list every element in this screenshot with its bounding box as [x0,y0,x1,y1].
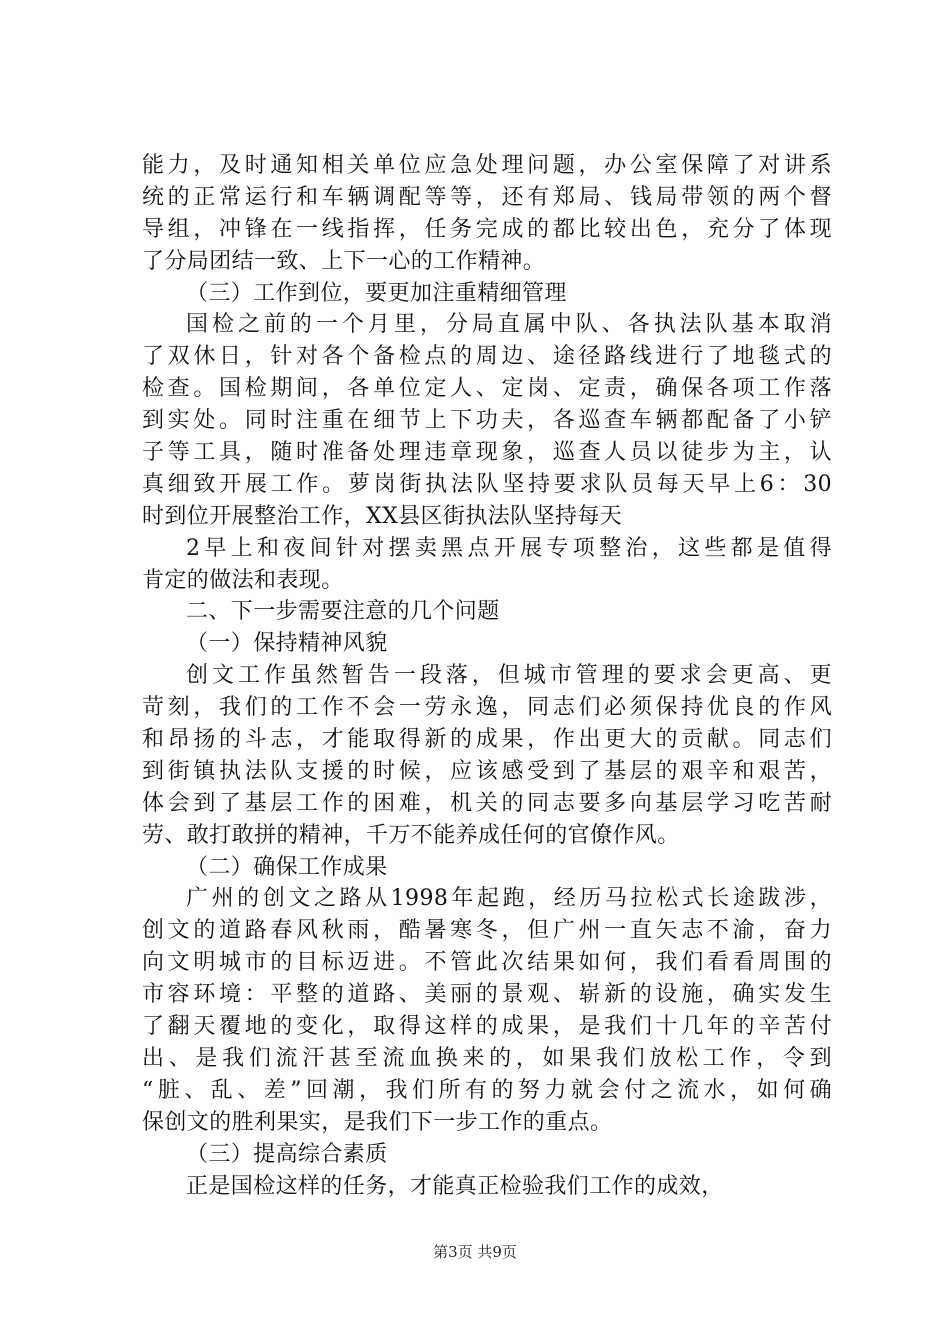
text-line: 市容环境：平整的道路、美丽的景观、崭新的设施，确实发生 [142,982,832,1008]
text-line: 时到位开展整治工作，XX县区街执法队坚持每天 [142,503,623,529]
text-line: 子等工具，随时准备处理违章现象，巡查人员以徒步为主，认 [142,440,832,466]
text-line: 体会到了基层工作的困难，机关的同志要多向基层学习吃苦耐 [142,790,832,816]
text-line: 检查。国检期间，各单位定人、定岗、定责，确保各项工作落 [142,376,832,402]
text-line: 苛刻，我们的工作不会一劳永逸，同志们必须保持优良的作风 [142,695,832,721]
text-line: 能力，及时通知相关单位应急处理问题，办公室保障了对讲系 [142,153,832,178]
page-number-footer: 第3页 共9页 [433,1243,517,1261]
text-line: 到街镇执法队支援的时候，应该感受到了基层的艰辛和艰苦， [142,758,832,784]
text-line: 统的正常运行和车辆调配等等，还有郑局、钱局带领的两个督 [142,184,832,210]
text-line: 劳、敢打敢拼的精神，千万不能养成任何的官僚作风。 [142,822,680,848]
section-heading: （三）工作到位，要更加注重精细管理 [186,280,567,306]
text-line: 到实处。同时注重在细节上下功夫，各巡查车辆都配备了小铲 [142,408,832,434]
paragraph-start: 创文工作虽然暂告一段落，但城市管理的要求会更高、更 [186,663,832,689]
paragraph-start: 广州的创文之路从1998年起跑，经历马拉松式长途跋涉， [186,886,832,912]
paragraph-start: 正是国检这样的任务，才能真正检验我们工作的成效， [186,1173,724,1199]
text-line: 导组，冲锋在一线指挥，任务完成的都比较出色，充分了体现 [142,216,832,242]
text-line: 了双休日，针对各个备检点的周边、途径路线进行了地毯式的 [142,344,832,370]
text-line: “脏、乱、差”回潮，我们所有的努力就会付之流水，如何确 [142,1077,832,1103]
paragraph-start: 2早上和夜间针对摆卖黑点开展专项整治，这些都是值得 [186,535,832,561]
text-line: 和昂扬的斗志，才能取得新的成果，作出更大的贡献。同志们 [142,727,832,753]
section-heading: （二）确保工作成果 [186,854,388,880]
text-line: 了分局团结一致、上下一心的工作精神。 [142,248,546,274]
section-heading: （三）提高综合素质 [186,1141,388,1167]
section-heading: 二、下一步需要注意的几个问题 [186,599,500,625]
document-body [142,150,832,1202]
text-line: 了翻天覆地的变化，取得这样的成果，是我们十几年的辛苦付 [142,1014,832,1040]
text-line: 创文的道路春风秋雨，酷暑寒冬，但广州一直矢志不渝，奋力 [142,918,832,944]
text-line: 保创文的胜利果实，是我们下一步工作的重点。 [142,1109,613,1135]
section-heading: （一）保持精神风貌 [186,631,388,657]
paragraph-start: 国检之前的一个月里，分局直属中队、各执法队基本取消 [186,312,832,338]
text-line: 肯定的做法和表现。 [142,567,344,593]
text-line: 出、是我们流汗甚至流血换来的，如果我们放松工作，令到 [142,1045,832,1071]
text-line: 向文明城市的目标迈进。不管此次结果如何，我们看看周围的 [142,950,832,976]
text-line: 真细致开展工作。萝岗街执法队坚持要求队员每天早上6：30 [142,471,832,497]
